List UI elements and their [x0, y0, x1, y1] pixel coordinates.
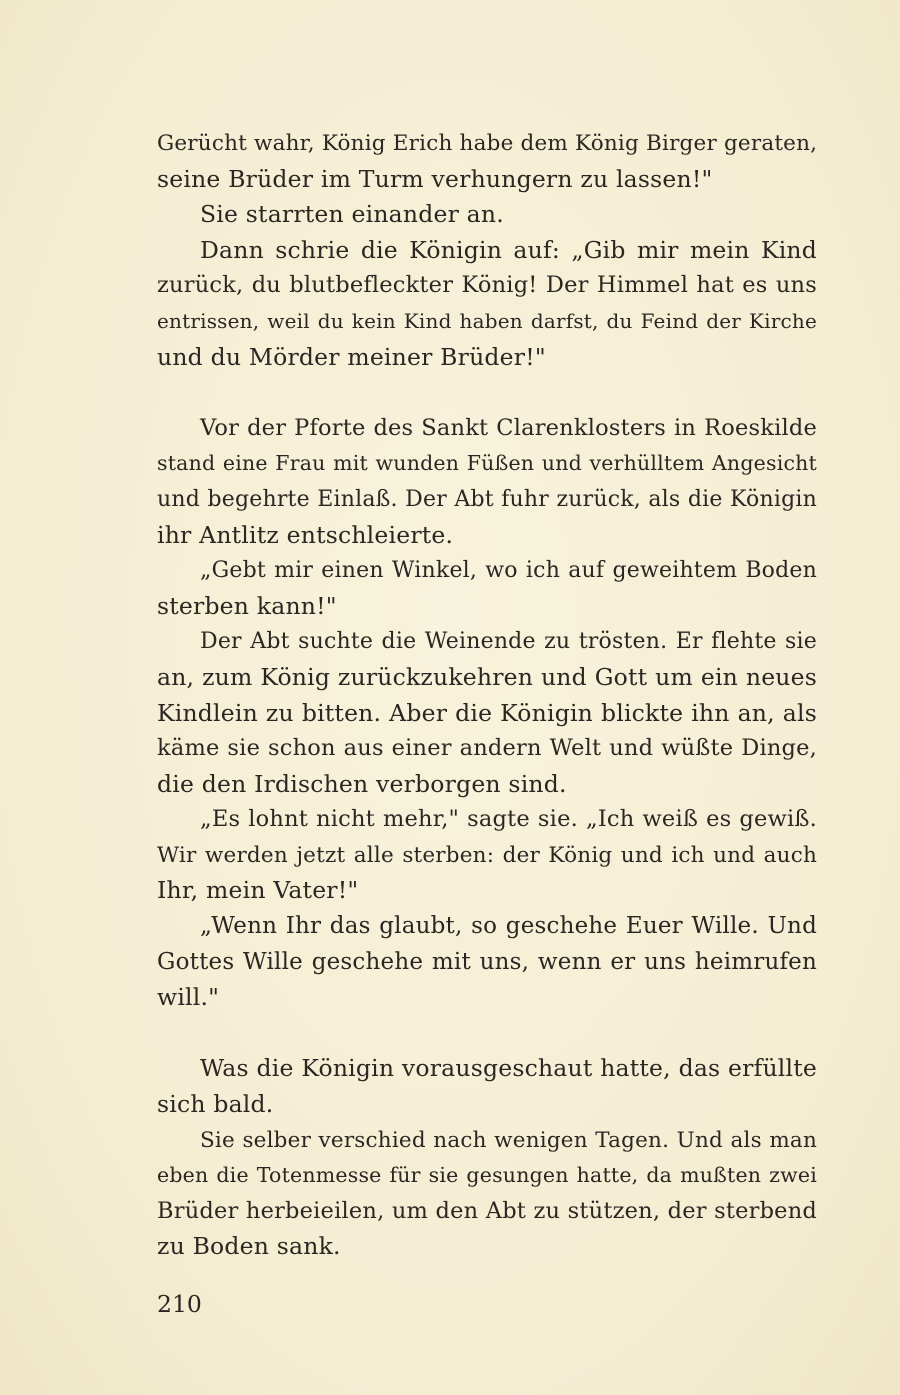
paragraph-gap	[157, 1016, 817, 1052]
text-line: an, zum König zurückzukehren und Gott um ein neues	[157, 662, 817, 691]
text-line: und begehrte Einlaß. Der Abt fuhr zurück, als die Königin	[157, 486, 817, 512]
text-line: die den Irdischen verborgen sind.	[157, 769, 567, 798]
text-line: stand eine Frau mit wunden Füßen und verhülltem Angesicht	[157, 451, 817, 476]
text-line: ihr Antlitz entschleierte.	[157, 520, 454, 549]
text-line: zurück, du blutbefleckter König! Der Himmel hat es uns	[157, 272, 817, 299]
text-line: Was die Königin vorausgeschaut hatte, das erfüllte	[200, 1054, 817, 1083]
text-line: sich bald.	[157, 1090, 274, 1119]
text-line: zu Boden sank.	[157, 1232, 341, 1261]
text-line: Sie selber verschied nach wenigen Tagen. Und als man	[200, 1127, 817, 1153]
text-line: will."	[157, 983, 220, 1012]
text-line: Der Abt suchte die Weinende zu trösten. Er flehte sie	[200, 629, 817, 655]
text-line: Wir werden jetzt alle sterben: der König und ich und auch	[157, 842, 817, 868]
paragraph-gap	[157, 375, 817, 411]
page-text	[157, 126, 817, 1265]
text-line: Dann schrie die Königin auf: „Gib mir mein Kind	[200, 235, 817, 264]
text-line: Brüder herbeieilen, um den Abt zu stützen, der sterbend	[157, 1197, 817, 1224]
text-line: „Es lohnt nicht mehr," sagte sie. „Ich weiß es gewiß.	[200, 806, 817, 833]
text-line: Gerücht wahr, König Erich habe dem König Birger geraten,	[157, 131, 818, 156]
text-line: entrissen, weil du kein Kind haben darfst, du Feind der Kirche	[157, 308, 817, 333]
page-number: 210	[157, 1290, 202, 1318]
text-line: „Gebt mir einen Winkel, wo ich auf geweihtem Boden	[200, 558, 817, 584]
text-line: Vor der Pforte des Sankt Clarenklosters in Roeskilde	[200, 414, 817, 441]
text-line: Kindlein zu bitten. Aber die Königin blickte ihn an, als	[157, 698, 817, 727]
text-line: „Wenn Ihr das glaubt, so geschehe Euer Wille. Und	[200, 913, 817, 940]
text-line: seine Brüder im Turm verhungern zu lassen!"	[157, 164, 713, 193]
text-line: Sie starrten einander an.	[200, 200, 504, 229]
text-line: Gottes Wille geschehe mit uns, wenn er uns heimrufen	[157, 948, 817, 975]
text-line: und du Mörder meiner Brüder!"	[157, 342, 546, 371]
text-line: sterben kann!"	[157, 591, 337, 620]
text-line: Ihr, mein Vater!"	[157, 876, 359, 905]
text-line: käme sie schon aus einer andern Welt und wüßte Dinge,	[157, 735, 817, 762]
text-line: eben die Totenmesse für sie gesungen hatte, da mußten zwei	[157, 1163, 817, 1188]
